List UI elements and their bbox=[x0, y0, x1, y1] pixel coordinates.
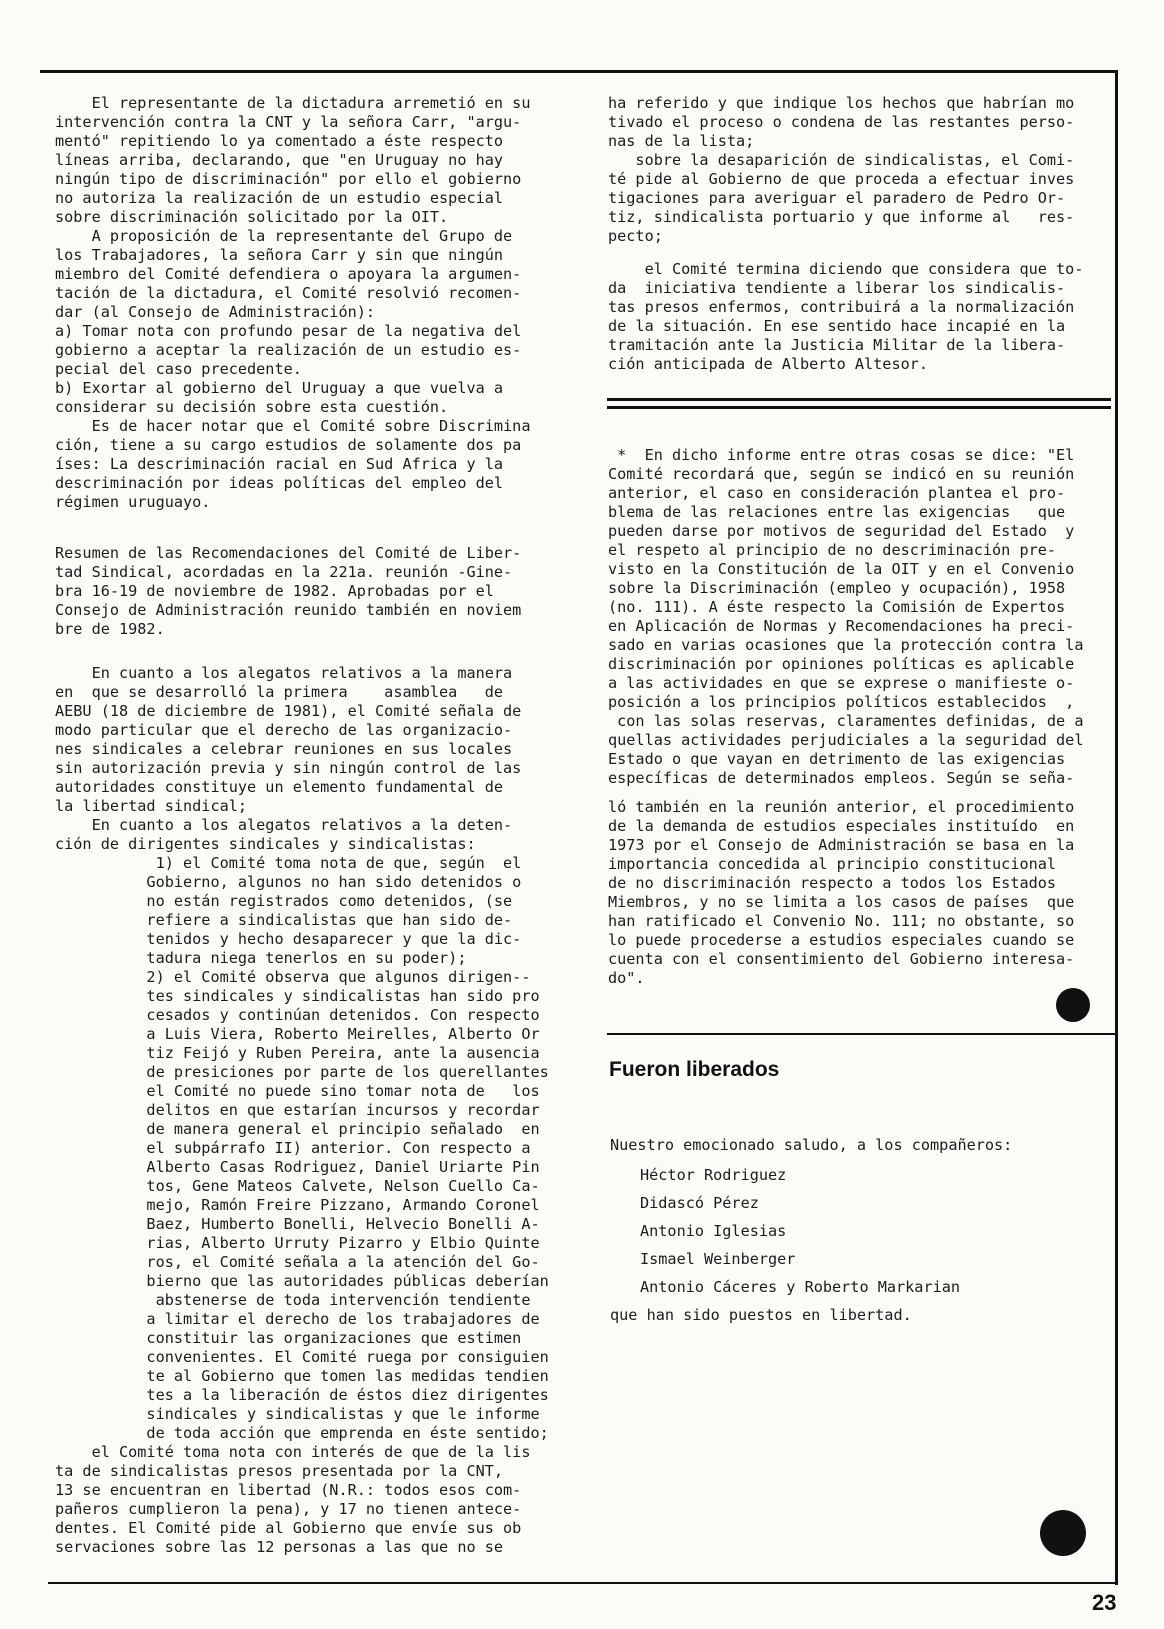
bottom-rule bbox=[48, 1582, 1118, 1584]
end-of-article-bullet-icon bbox=[1056, 988, 1090, 1022]
section-heading: Fueron liberados bbox=[609, 1058, 780, 1081]
left-recommendations-block: En cuanto a los alegatos relativos a la manera en que se desarrolló la primera asamblea de AEBU (18 de diciembre de 1981), el Comité señala de modo particular que el derecho de las organizacio- nes sindicales a celebrar reuniones en sus locales sin autorización previa y sin ningún control de las autoridades constituye un elemento fundamental de la libertad sindical; En cuanto a los alegatos relativos a la deten- ción de dirigentes sindicales y sindicalistas: 1) el Comité toma nota de que, según el Gobierno, algunos no han sido detenidos o no están registrados como detenidos, (se refiere a sindicalistas que han sido de- tenidos y hecho desaparecer y que la dic- tadura niega tenerlos en su poder); 2) el Comité observa que algunos dirigen-- tes sindicales y sindicalistas han sido pro cesados y continúan detenidos. Con respecto a Luis Viera, Roberto Meirelles, Alberto Or tiz Feijó y Ruben Pereira, ante la ausencia de presiciones por parte de los querellantes el Comité no puede sino tomar nota de los delitos en que estarían incursos y recordar de manera general el principio señalado en el subpárrafo II) anterior. Con respecto a Alberto Casas Rodriguez, Daniel Uriarte Pin tos, Gene Mateos Calvete, Nelson Cuello Ca- mejo, Ramón Freire Pizzano, Armando Coronel Baez, Humberto Bonelli, Helvecio Bonelli A- rias, Alberto Urruty Pizarro y Elbio Quinte ros, el Comité señala a la atención del Go- bierno que las autoridades públicas deberían abstenerse de toda intervención tendiente a limitar el derecho de los trabajadores de constituir las organizaciones que estimen convenientes. El Comité ruega por consiguien te al Gobierno que tomen las medidas tendien tes a la liberación de éstos diez dirigentes sindicales y sindicalistas y que le informe de toda acción que emprenda en éste sentido; el Comité toma nota con interés de que de la lis ta de sindicalistas presos presentada por la CNT, 13 se encuentran en libertad (N.R.: todos esos com- pañeros cumplieron la pena), y 17 no tienen antece- dentes. El Comité pide al Gobierno que envíe sus ob servaciones sobre las 12 personas a las que no se bbox=[55, 664, 549, 1556]
liberado-name: Ismael Weinberger bbox=[640, 1250, 796, 1268]
liberado-name: Antonio Cáceres y Roberto Markarian bbox=[640, 1278, 961, 1296]
right-footnote-block: * En dicho informe entre otras cosas se dice: "El Comité recordará que, según se indicó en su reunión anterior, el caso en consideración plantea el pro- blema de las relaciones entre las exigencias que pueden darse por motivos de seguridad del Estado y el respeto al principio de no descriminación pre- visto en la Constitución de la OIT y en el Convenio sobre la Discriminación (empleo y ocupación), 1958 (no. 111). A éste respecto la Comisión de Expertos en Aplicación de Normas y Recomendaciones ha preci- sado en varias ocasiones que la protección contra la discriminación por opiniones políticas es aplicable a las actividades en que se exprese o manifieste o- posición a los principios políticos establecidos , con las solas reservas, claramentes definidas, de a quellas actividades perjudiciales a la seguridad del Estado o que vayan en detrimento de las exigencias específicas de determinados empleos. Según se seña- bbox=[608, 446, 1084, 787]
liberado-name: Antonio Iglesias bbox=[640, 1222, 787, 1240]
right-continuation-block: ha referido y que indique los hechos que habrían mo tivado el proceso o condena de las restantes perso- nas de la lista; sobre la desaparición de sindicalistas, el Comi- té pide al Gobierno de que proceda a efectuar inves tigaciones para averiguar el paradero de Pedro Or- tiz, sindicalista portuario y que informe al res- pecto; bbox=[608, 94, 1075, 245]
section-end-bullet-icon bbox=[1040, 1510, 1086, 1556]
liberado-name: Didascó Pérez bbox=[640, 1194, 759, 1212]
top-rule bbox=[40, 70, 1118, 73]
section-divider-rule bbox=[607, 1033, 1117, 1035]
double-rule-top bbox=[607, 398, 1111, 401]
double-rule-bottom bbox=[607, 406, 1111, 409]
page-number: 23 bbox=[1092, 1590, 1117, 1615]
left-article-block-1: El representante de la dictadura arremetió en su intervención contra la CNT y la señora Carr, "argu- mentó" repitiendo lo ya comentado a éste respecto líneas arriba, declarando, que "en Uruguay no hay ningún tipo de discriminación" por ello el gobierno no autoriza la realización de un estudio especial sobre discriminación solicitado por la OIT. A proposición de la representante del Grupo de los Trabajadores, la señora Carr y sin que ningún miembro del Comité defendiera o apoyara la argumen- tación de la dictadura, el Comité resolvió recomen- dar (al Consejo de Administración): a) Tomar nota con profundo pesar de la negativa del gobierno a aceptar la realización de un estudio es- pecial del caso precedente. b) Exortar al gobierno del Uruguay a que vuelva a considerar su decisión sobre esta cuestión. Es de hacer notar que el Comité sobre Discrimina ción, tiene a su cargo estudios de solamente dos pa íses: La descriminación racial en Sud Africa y la descriminación por ideas políticas del empleo del régimen uruguayo. bbox=[55, 94, 531, 511]
liberado-name: Héctor Rodriguez bbox=[640, 1166, 787, 1184]
liberados-list bbox=[610, 1136, 1012, 1325]
left-summary-block: Resumen de las Recomendaciones del Comité de Liber- tad Sindical, acordadas en la 221a. reunión -Gine- bra 16-19 de noviembre de 1982. Aprobadas por el Consejo de Administración reunido también en noviem bre de 1982. bbox=[55, 544, 522, 638]
liberados-intro: Nuestro emocionado saludo, a los compañeros: bbox=[610, 1136, 1013, 1154]
right-footnote-continuation-block: ló también en la reunión anterior, el procedimiento de la demanda de estudios especiales instituído en 1973 por el Consejo de Administración se basa en la importancia concedida al principio constitucional de no discriminación respecto a todos los Estados Miembros, y no se limita a los casos de países que han ratificado el Convenio No. 111; no obstante, so lo puede procederse a estudios especiales cuando se cuenta con el consentimiento del Gobierno interesa- do". bbox=[608, 798, 1075, 987]
right-conclusion-block: el Comité termina diciendo que considera que to- da iniciativa tendiente a liberar los sindicalis- tas presos enfermos, contribuirá a la normalización de la situación. En ese sentido hace incapié en la tramitación ante la Justicia Militar de la libera- ción anticipada de Alberto Altesor. bbox=[608, 260, 1084, 373]
liberados-closing: que han sido puestos en libertad. bbox=[610, 1306, 912, 1324]
right-border-rule bbox=[1115, 70, 1118, 1585]
